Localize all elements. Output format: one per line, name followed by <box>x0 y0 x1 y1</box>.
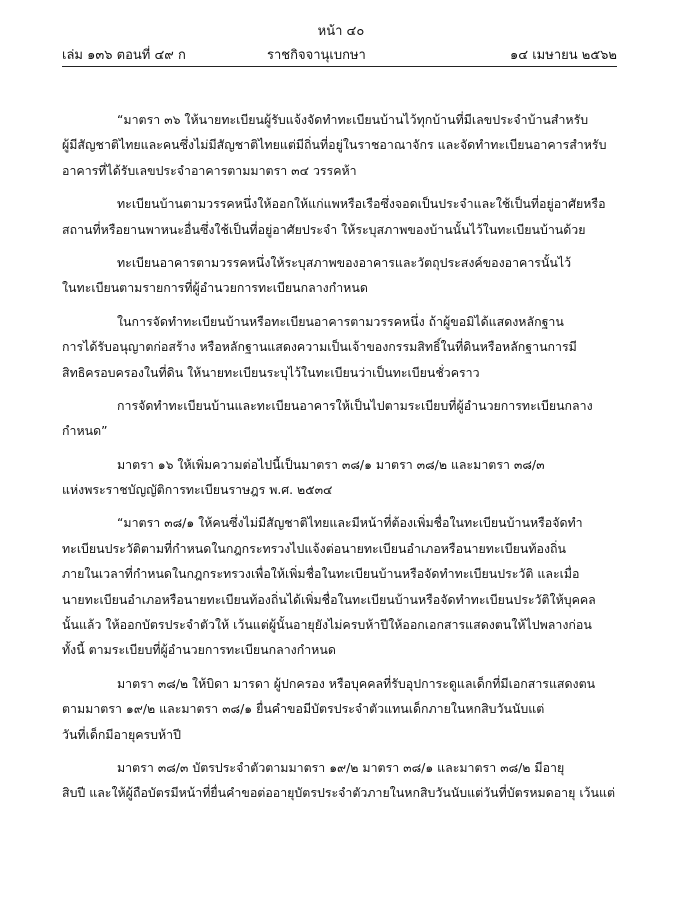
text-line: อาคารที่ได้รับเลขประจำอาคารตามมาตรา ๓๔ วรรคห้า <box>62 162 357 178</box>
text-line: ทะเบียนอาคารตามวรรคหนึ่งให้ระบุสภาพของอาคารและวัตถุประสงค์ของอาคารนั้นไว้ <box>117 254 572 270</box>
text-line: การจัดทำทะเบียนบ้านและทะเบียนอาคารให้เป็นไปตามระเบียบที่ผู้อำนวยการทะเบียนกลาง <box>117 397 593 413</box>
text-line: นายทะเบียนอำเภอหรือนายทะเบียนท้องถิ่นได้เพิ่มชื่อในทะเบียนบ้านหรือจัดทำทะเบียนประวัติให้บุคคล <box>62 591 596 607</box>
paragraph-building-registration <box>62 250 617 301</box>
document-body <box>62 107 617 806</box>
publication-title: ราชกิจจานุเบกษา <box>267 48 366 63</box>
text-line: มาตรา ๓๘/๒ ให้บิดา มารดา ผู้ปกครอง หรือบุคคลที่รับอุปการะดูแลเด็กที่มีเอกสารแสดงตน <box>117 675 596 691</box>
text-line: ผู้มีสัญชาติไทยและคนซึ่งไม่มีสัญชาติไทยแต่มีถิ่นที่อยู่ในราชอาณาจักร และจัดทำทะเบียนอาคารสำหรับ <box>62 137 607 153</box>
paragraph-house-registration <box>62 191 617 242</box>
text-line: มาตรา ๑๖ ให้เพิ่มความต่อไปนี้เป็นมาตรา ๓๘/๑ มาตรา ๓๘/๒ และมาตรา ๓๘/๓ <box>117 456 545 472</box>
text-line: ในการจัดทำทะเบียนบ้านหรือทะเบียนอาคารตามวรรคหนึ่ง ถ้าผู้ขอมิได้แสดงหลักฐาน <box>117 313 564 329</box>
text-line: ภายในเวลาที่กำหนดในกฎกระทรวงเพื่อให้เพิ่มชื่อในทะเบียนบ้านหรือจัดทำทะเบียนประวัติ และเมื่อ <box>62 566 580 582</box>
paragraph-section-38-1 <box>62 510 617 662</box>
paragraph-section-38-3 <box>62 755 617 806</box>
text-line: ทั้งนี้ ตามระเบียบที่ผู้อำนวยการทะเบียนกลางกำหนด <box>62 642 336 658</box>
text-line: นั้นแล้ว ให้ออกบัตรประจำตัวให้ เว้นแต่ผู้นั้นอายุยังไม่ครบห้าปีให้ออกเอกสารแสดงตนให้ไปพลางก่อน <box>62 617 592 633</box>
paragraph-temporary-registration <box>62 309 617 385</box>
text-line: การได้รับอนุญาตก่อสร้าง หรือหลักฐานแสดงความเป็นเจ้าของกรรมสิทธิ์ในที่ดินหรือหลักฐานการมี <box>62 339 577 355</box>
text-line: ในทะเบียนตามรายการที่ผู้อำนวยการทะเบียนกลางกำหนด <box>62 280 368 296</box>
page-number: หน้า ๔๐ <box>317 24 365 39</box>
text-line: แห่งพระราชบัญญัติการทะเบียนราษฎร พ.ศ. ๒๕๓๔ <box>62 482 333 498</box>
paragraph-section-38-2 <box>62 671 617 747</box>
text-line: สถานที่หรือยานพาหนะอื่นซึ่งใช้เป็นที่อยู่อาศัยประจำ ให้ระบุสภาพของบ้านนั้นไว้ในทะเบียนบ้านด้วย <box>62 221 586 237</box>
volume-issue: เล่ม ๑๓๖ ตอนที่ ๔๙ ก <box>62 48 186 63</box>
publication-date: ๑๔ เมษายน ๒๕๖๒ <box>510 48 617 63</box>
text-line: ตามมาตรา ๑๙/๒ และมาตรา ๓๘/๑ ยื่นคำขอมีบัตรประจำตัวแทนเด็กภายในหกสิบวันนับแต่ <box>62 701 545 717</box>
text-line: มาตรา ๓๘/๓ บัตรประจำตัวตามมาตรา ๑๙/๒ มาตรา ๓๘/๑ และมาตรา ๓๘/๒ มีอายุ <box>117 759 565 775</box>
text-line: ทะเบียนประวัติตามที่กำหนดในกฎกระทรวงไปแจ้งต่อนายทะเบียนอำเภอหรือนายทะเบียนท้องถิ่น <box>62 540 567 556</box>
text-line: สิทธิครอบครองในที่ดิน ให้นายทะเบียนระบุไว้ในทะเบียนว่าเป็นทะเบียนชั่วคราว <box>62 364 480 380</box>
paragraph-section-16 <box>62 452 617 503</box>
text-line: กำหนด” <box>62 423 108 439</box>
text-line: ทะเบียนบ้านตามวรรคหนึ่งให้ออกให้แก่แพหรือเรือซึ่งจอดเป็นประจำและใช้เป็นที่อยู่อาศัยหรือ <box>117 196 606 212</box>
text-line: “มาตรา ๓๘/๑ ให้คนซึ่งไม่มีสัญชาติไทยและมีหน้าที่ต้องเพิ่มชื่อในทะเบียนบ้านหรือจัดทำ <box>117 515 583 531</box>
document-header <box>62 44 617 64</box>
text-line: วันที่เด็กมีอายุครบห้าปี <box>62 726 182 742</box>
paragraph-regulation <box>62 393 617 444</box>
header-rule <box>62 66 617 67</box>
text-line: “มาตรา ๓๖ ให้นายทะเบียนผู้รับแจ้งจัดทำทะเบียนบ้านไว้ทุกบ้านที่มีเลขประจำบ้านสำหรับ <box>117 112 589 127</box>
paragraph-section-36 <box>62 107 617 183</box>
text-line: สิบปี และให้ผู้ถือบัตรมีหน้าที่ยื่นคำขอต่ออายุบัตรประจำตัวภายในหกสิบวันนับแต่วันที่บัตรหมดอายุ เว้นแต่ <box>62 785 616 801</box>
